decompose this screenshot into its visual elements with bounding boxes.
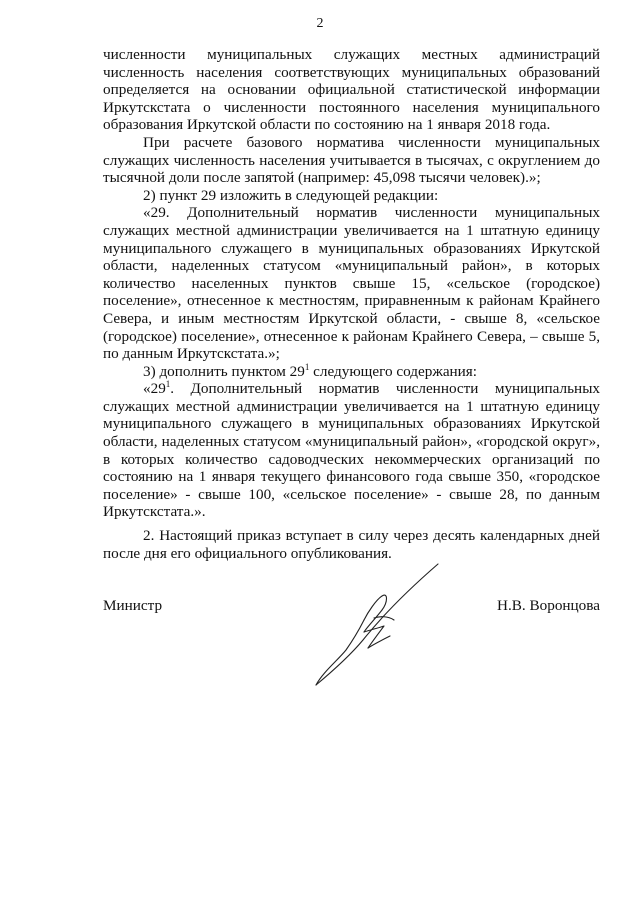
clause-29-1-text-after: . Дополнительный норматив численности муниципальных служащих местной администрации увеличивается на 1 штатную единицу муниципального служащего в муниципальных образованиях Иркутской области, наделенных статусом «муниципальный район», «городской округ», в которых количество садоводческих некоммерческих организаций по состоянию на 1 января текущего финансового года свыше 350, «городское поселение» - свыше 100, «сельское поселение» - свыше 28, по данным Иркутскстата.». (103, 380, 600, 521)
paragraph-item-3-heading (103, 363, 600, 381)
minister-name: Н.В. Воронцова (497, 597, 600, 614)
document-body (103, 46, 600, 562)
item-3-text-before: 3) дополнить пунктом 29 (143, 362, 305, 380)
paragraph-clause-29-1 (103, 380, 600, 521)
paragraph-item-2-heading: 2) пункт 29 изложить в следующей редакции: (143, 186, 439, 204)
paragraph-entry-into-force: 2. Настоящий приказ вступает в силу через десять календарных дней после дня его официального опубликования. (103, 527, 600, 562)
paragraph-staff-population: численности муниципальных служащих местных администраций численность населения соответствующих муниципальных образований определяется на основании официальной статистической информации Иркутскстата о численности постоянного населения муниципального образования Иркутской области по состоянию на 1 января 2018 года. (103, 46, 600, 134)
page-number: 2 (316, 16, 324, 31)
item-3-text-after: следующего содержания: (309, 362, 478, 380)
handwritten-signature (298, 560, 448, 690)
clause-29-1-superscript: 1 (165, 379, 171, 390)
minister-title: Министр (103, 597, 163, 614)
paragraph-base-norm-calculation: При расчете базового норматива численности муниципальных служащих численность населения учитывается в тысячах, с округлением до тысячной доли после запятой (например: 45,098 тысячи человек).»; (103, 133, 600, 187)
item-3-superscript: 1 (304, 361, 310, 372)
paragraph-clause-29: «29. Дополнительный норматив численности муниципальных служащих местной администрации увеличивается на 1 штатную единицу муниципального служащего в муниципальных образованиях Иркутской области, наделенных статусом «муниципальный район», в которых количество населенных пунктов свыше 15, «сельское (городское) поселение», отнесенное к местностям, приравненным к районам Крайнего Севера, и иным местностям Иркутской области, - свыше 8, «сельское (городское) поселение», отнесенное к районам Крайнего Севера, – свыше 5, по данным Иркутскстата.»; (103, 204, 600, 363)
clause-29-1-text-before: «29 (143, 380, 166, 398)
